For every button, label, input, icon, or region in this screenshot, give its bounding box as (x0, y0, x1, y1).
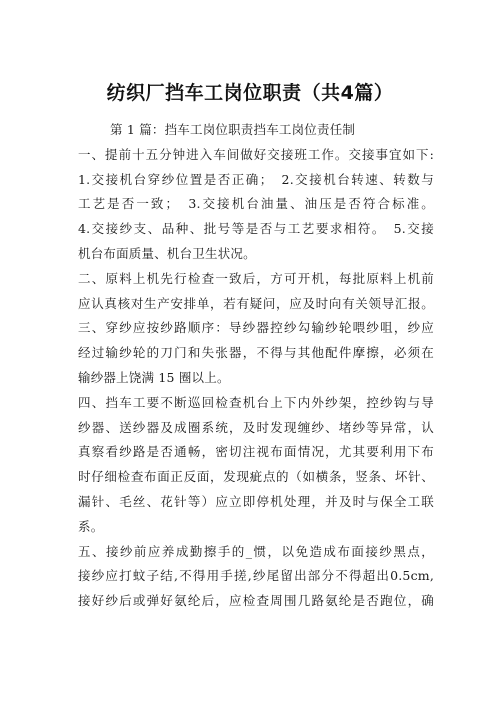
document-body (78, 118, 434, 614)
paragraph-line: 工艺是否一致； 3.交接机台油量、油压是否符合标准。 (78, 196, 434, 212)
paragraph-line: 应认真核对生产安排单，若有疑问，应及时向有关领导汇报。 (78, 295, 434, 311)
paragraph-line: 系。 (78, 518, 104, 534)
paragraph-line: 真察看纱路是否通畅，密切注视布面情况，尤其要利用下布 (78, 444, 434, 460)
paragraph-line: 经过输纱轮的刀门和失张器，不得与其他配件摩擦，必须在 (78, 345, 434, 361)
paragraph-line: 一、提前十五分钟进入车间做好交接班工作。交接事宜如下: (78, 146, 434, 162)
paragraph-line: 四、挡车工要不断巡回检查机台上下内外纱架，控纱钩与导 (78, 394, 434, 410)
paragraph-line: 二、原料上机先行检查一致后，方可开机，每批原料上机前 (78, 270, 434, 286)
paragraph-line: 漏针、毛丝、花针等）应立即停机处理，并及时与保全工联 (78, 493, 434, 509)
paragraph-line: 五、接纱前应养成勤擦手的_惯，以免造成布面接纱黑点， (78, 543, 434, 559)
paragraph-line: 4.交接纱支、品种、批号等是否与工艺要求相符。 5.交接 (78, 221, 434, 237)
paragraph-line: 纱器、送纱器及成圈系统，及时发现缠纱、堵纱等异常，认 (78, 419, 434, 435)
document-title: 纺织厂挡车工岗位职责（共4篇） (106, 82, 394, 104)
section-heading: 第 1 篇：挡车工岗位职责挡车工岗位责任制 (110, 122, 356, 137)
paragraph-line: 接纱应打蚊子结,不得用手搓,纱尾留出部分不得超出0.5cm, (78, 568, 434, 584)
paragraph-line: 三、穿纱应按纱路顺序：导纱器控纱勾输纱轮喂纱咀，纱应 (78, 320, 434, 336)
paragraph-line: 机台布面质量、机台卫生状况。 (78, 245, 256, 261)
paragraph-line: 接好纱后或弹好氨纶后，应检查周围几路氨纶是否跑位，确 (78, 593, 434, 609)
paragraph-line: 时仔细检查布面正反面，发现疵点的（如横条，竖条、坏针、 (78, 469, 434, 485)
paragraph-line: 输纱器上饶满 15 圈以上。 (78, 369, 230, 385)
paragraph-line: 1.交接机台穿纱位置是否正确； 2.交接机台转速、转数与 (78, 171, 434, 187)
